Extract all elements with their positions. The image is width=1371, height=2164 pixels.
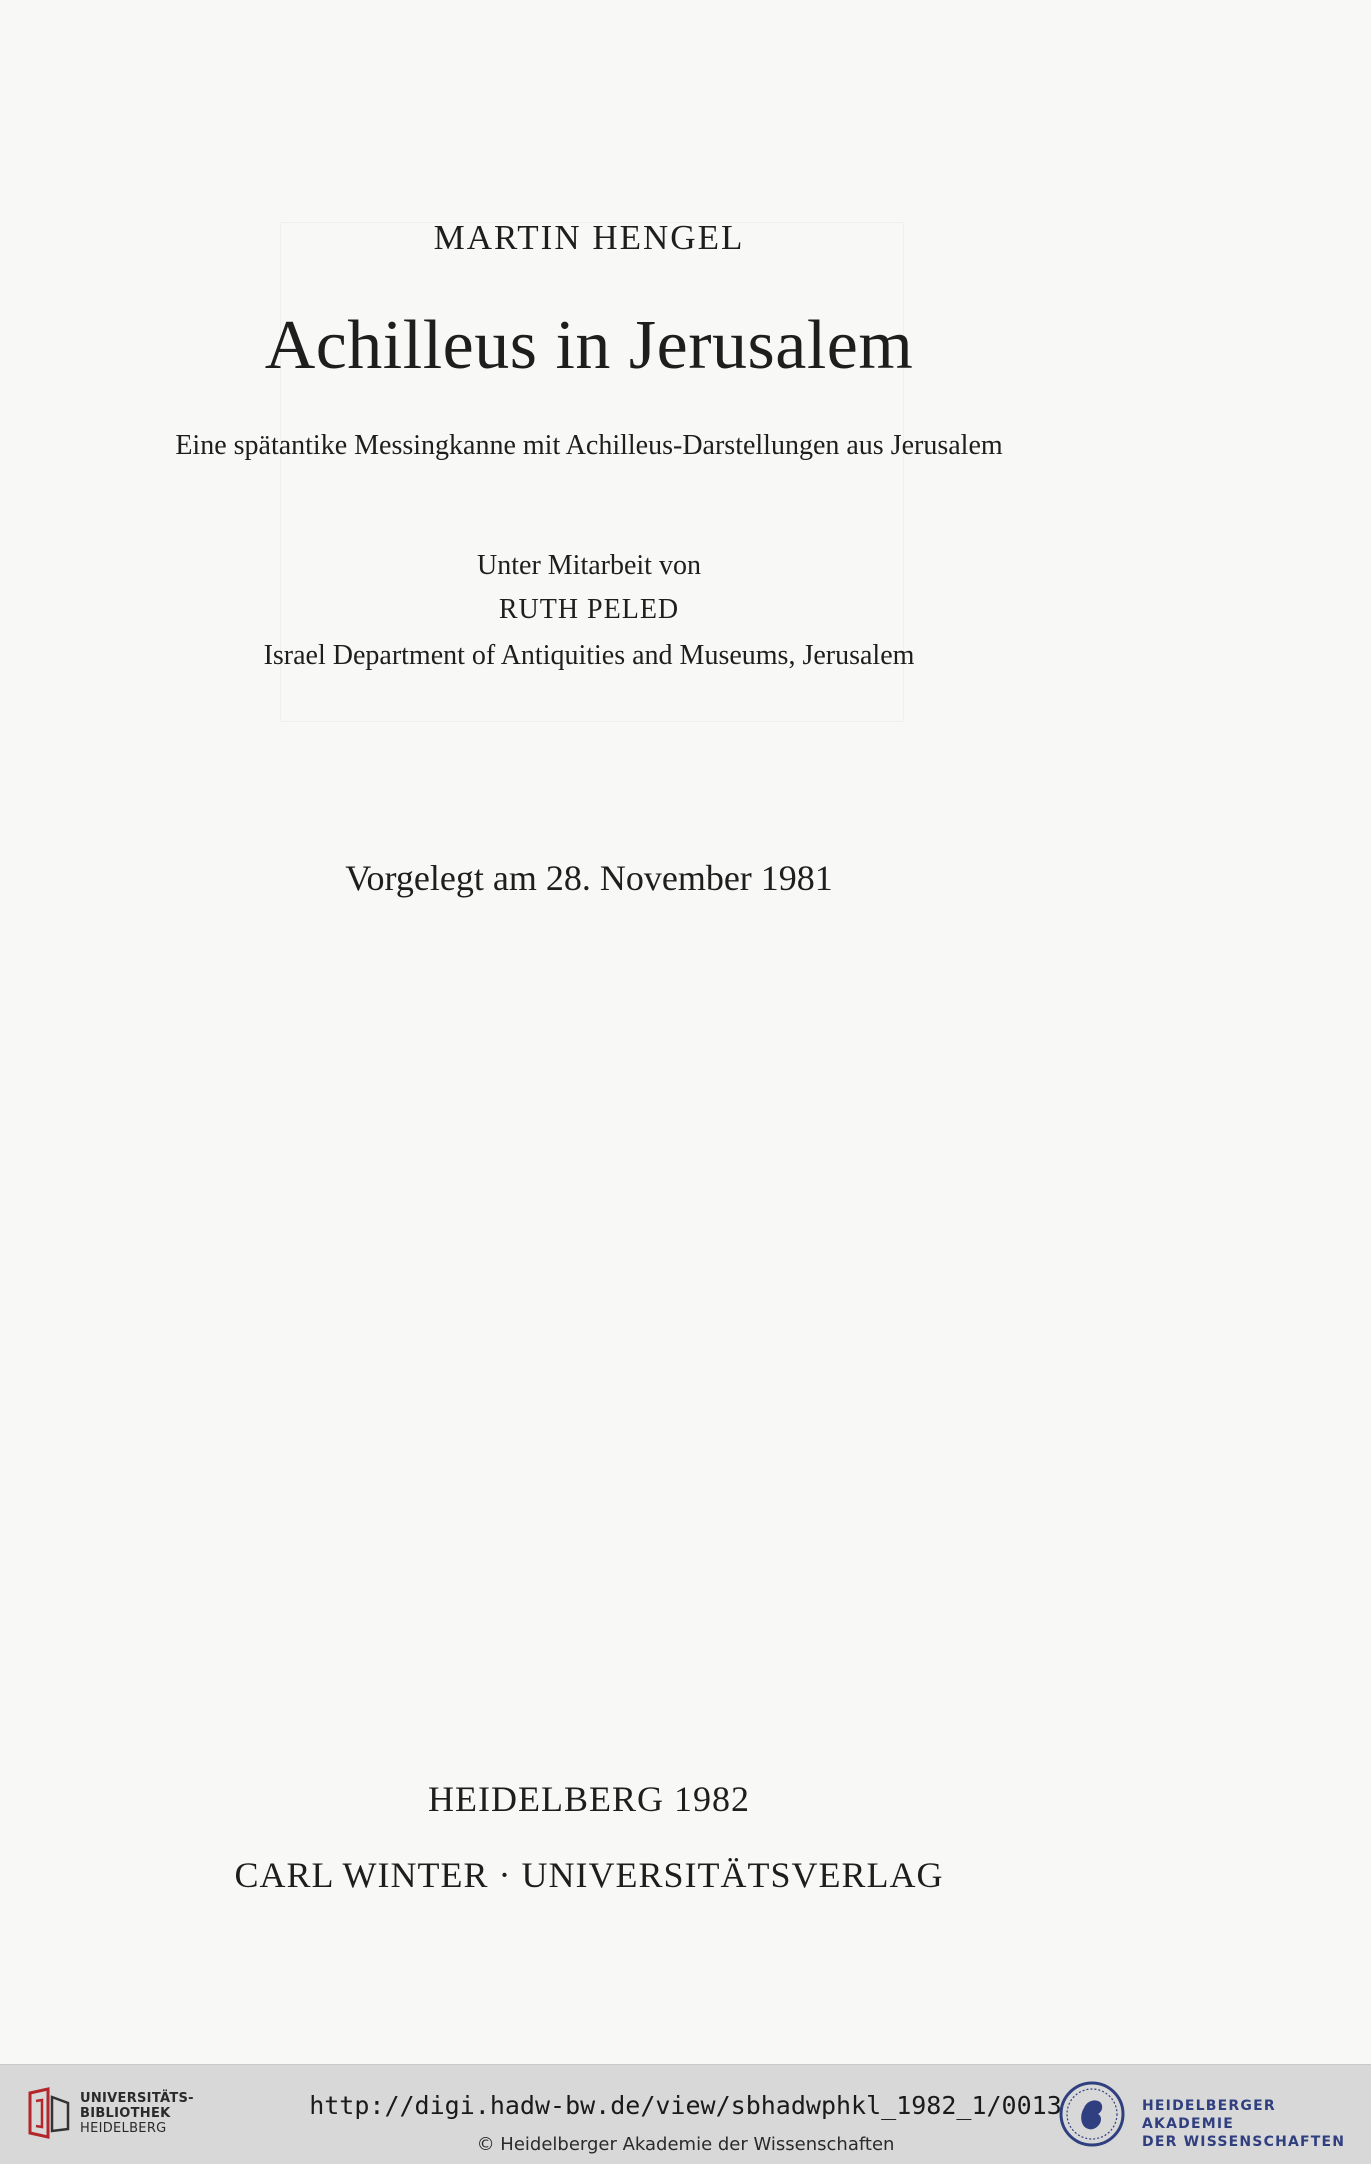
author-name: MARTIN HENGEL — [433, 218, 745, 257]
copyright-notice: © Heidelberger Akademie der Wissenschaften — [476, 2134, 895, 2155]
collaborator-institution: Israel Department of Antiquities and Museums, Jerusalem — [263, 640, 915, 671]
ub-label-line2: BIBLIOTHEK — [80, 2106, 171, 2121]
permalink-url[interactable]: http://digi.hadw-bw.de/view/sbhadwphkl_1982_1/0013 — [309, 2091, 1062, 2120]
presentation-date: Vorgelegt am 28. November 1981 — [345, 858, 833, 898]
ub-label-line1: UNIVERSITÄTS- — [80, 2091, 194, 2106]
viewer-footer — [0, 2064, 1371, 2164]
academy-label[interactable] — [1142, 2097, 1371, 2151]
ub-label-line3: HEIDELBERG — [80, 2121, 167, 2136]
book-subtitle: Eine spätantike Messingkanne mit Achilleus-Darstellungen aus Jerusalem — [175, 430, 1003, 461]
academy-seal-icon[interactable] — [1058, 2080, 1126, 2148]
imprint-publisher: CARL WINTER · UNIVERSITÄTSVERLAG — [234, 1855, 944, 1895]
academy-label-line1: HEIDELBERGER AKADEMIE — [1142, 2098, 1276, 2132]
academy-label-line2: DER WISSENSCHAFTEN — [1142, 2134, 1346, 2150]
collaborator-name: RUTH PELED — [498, 594, 680, 625]
collaboration-intro: Unter Mitarbeit von — [477, 550, 701, 581]
book-title: Achilleus in Jerusalem — [264, 307, 914, 384]
imprint-city-year: HEIDELBERG 1982 — [428, 1779, 750, 1819]
